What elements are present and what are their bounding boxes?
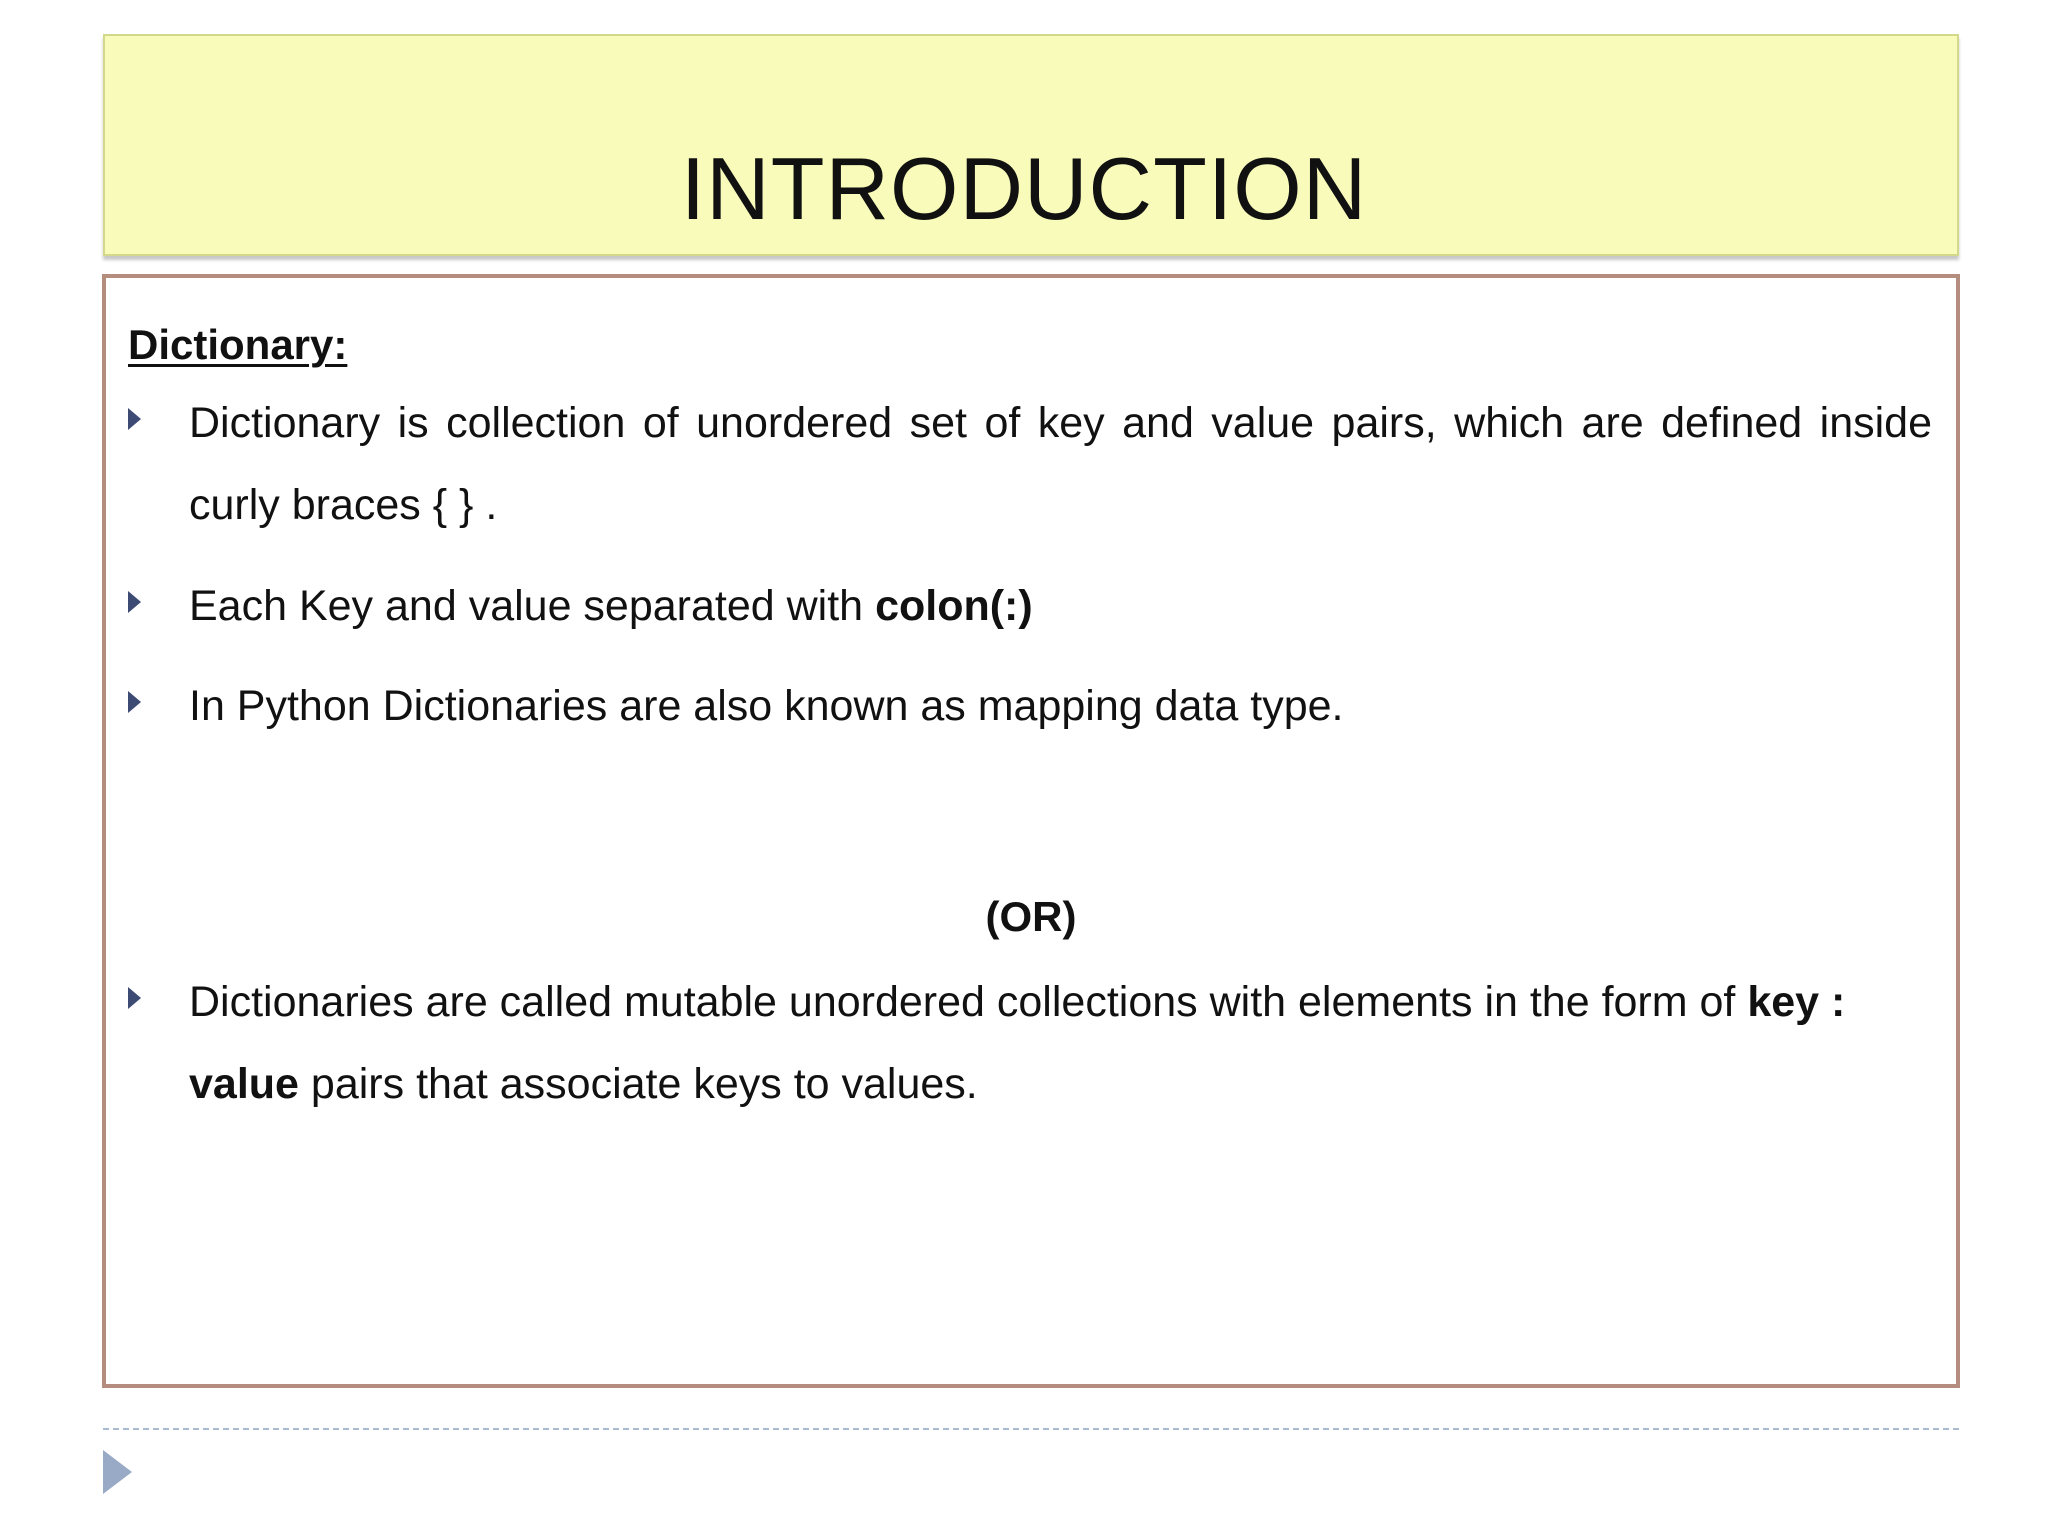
bullet-bold-segment: key : value (189, 978, 1846, 1108)
bullet-item-2 (128, 565, 1932, 647)
section-heading: Dictionary: (128, 321, 348, 368)
bullet-text (189, 565, 1932, 647)
content-box (102, 274, 1960, 1388)
bullet-item-3 (128, 665, 1932, 747)
bullet-arrow-icon (128, 408, 141, 430)
bullet-item-1 (128, 382, 1932, 546)
bullet-item-4 (128, 961, 1932, 1125)
bullet-text (189, 665, 1932, 747)
bullet-segment: Each Key and value separated with (189, 582, 876, 630)
bullet-segment: In Python Dictionaries are also known as mapping data type. (189, 682, 1344, 730)
bullet-arrow-icon (128, 987, 141, 1009)
bullet-segment: Dictionaries are called mutable unordered collections with elements in the form of (189, 978, 1748, 1026)
bullet-text (189, 382, 1932, 546)
bullet-segment: Dictionary is collection of unordered set of key and value pairs, which are defined inside curly braces { } . (189, 399, 1932, 529)
bullet-arrow-icon (128, 691, 141, 713)
bullet-segment: pairs that associate keys to values. (298, 1060, 978, 1108)
bullet-arrow-icon (128, 591, 141, 613)
slide-title: INTRODUCTION (680, 139, 1368, 238)
footer-triangle-icon (103, 1450, 132, 1494)
footer-divider (103, 1428, 1959, 1430)
bullet-bold-segment: colon(:) (875, 582, 1033, 630)
bullet-text (189, 961, 1932, 1125)
or-separator: (OR) (985, 893, 1077, 940)
